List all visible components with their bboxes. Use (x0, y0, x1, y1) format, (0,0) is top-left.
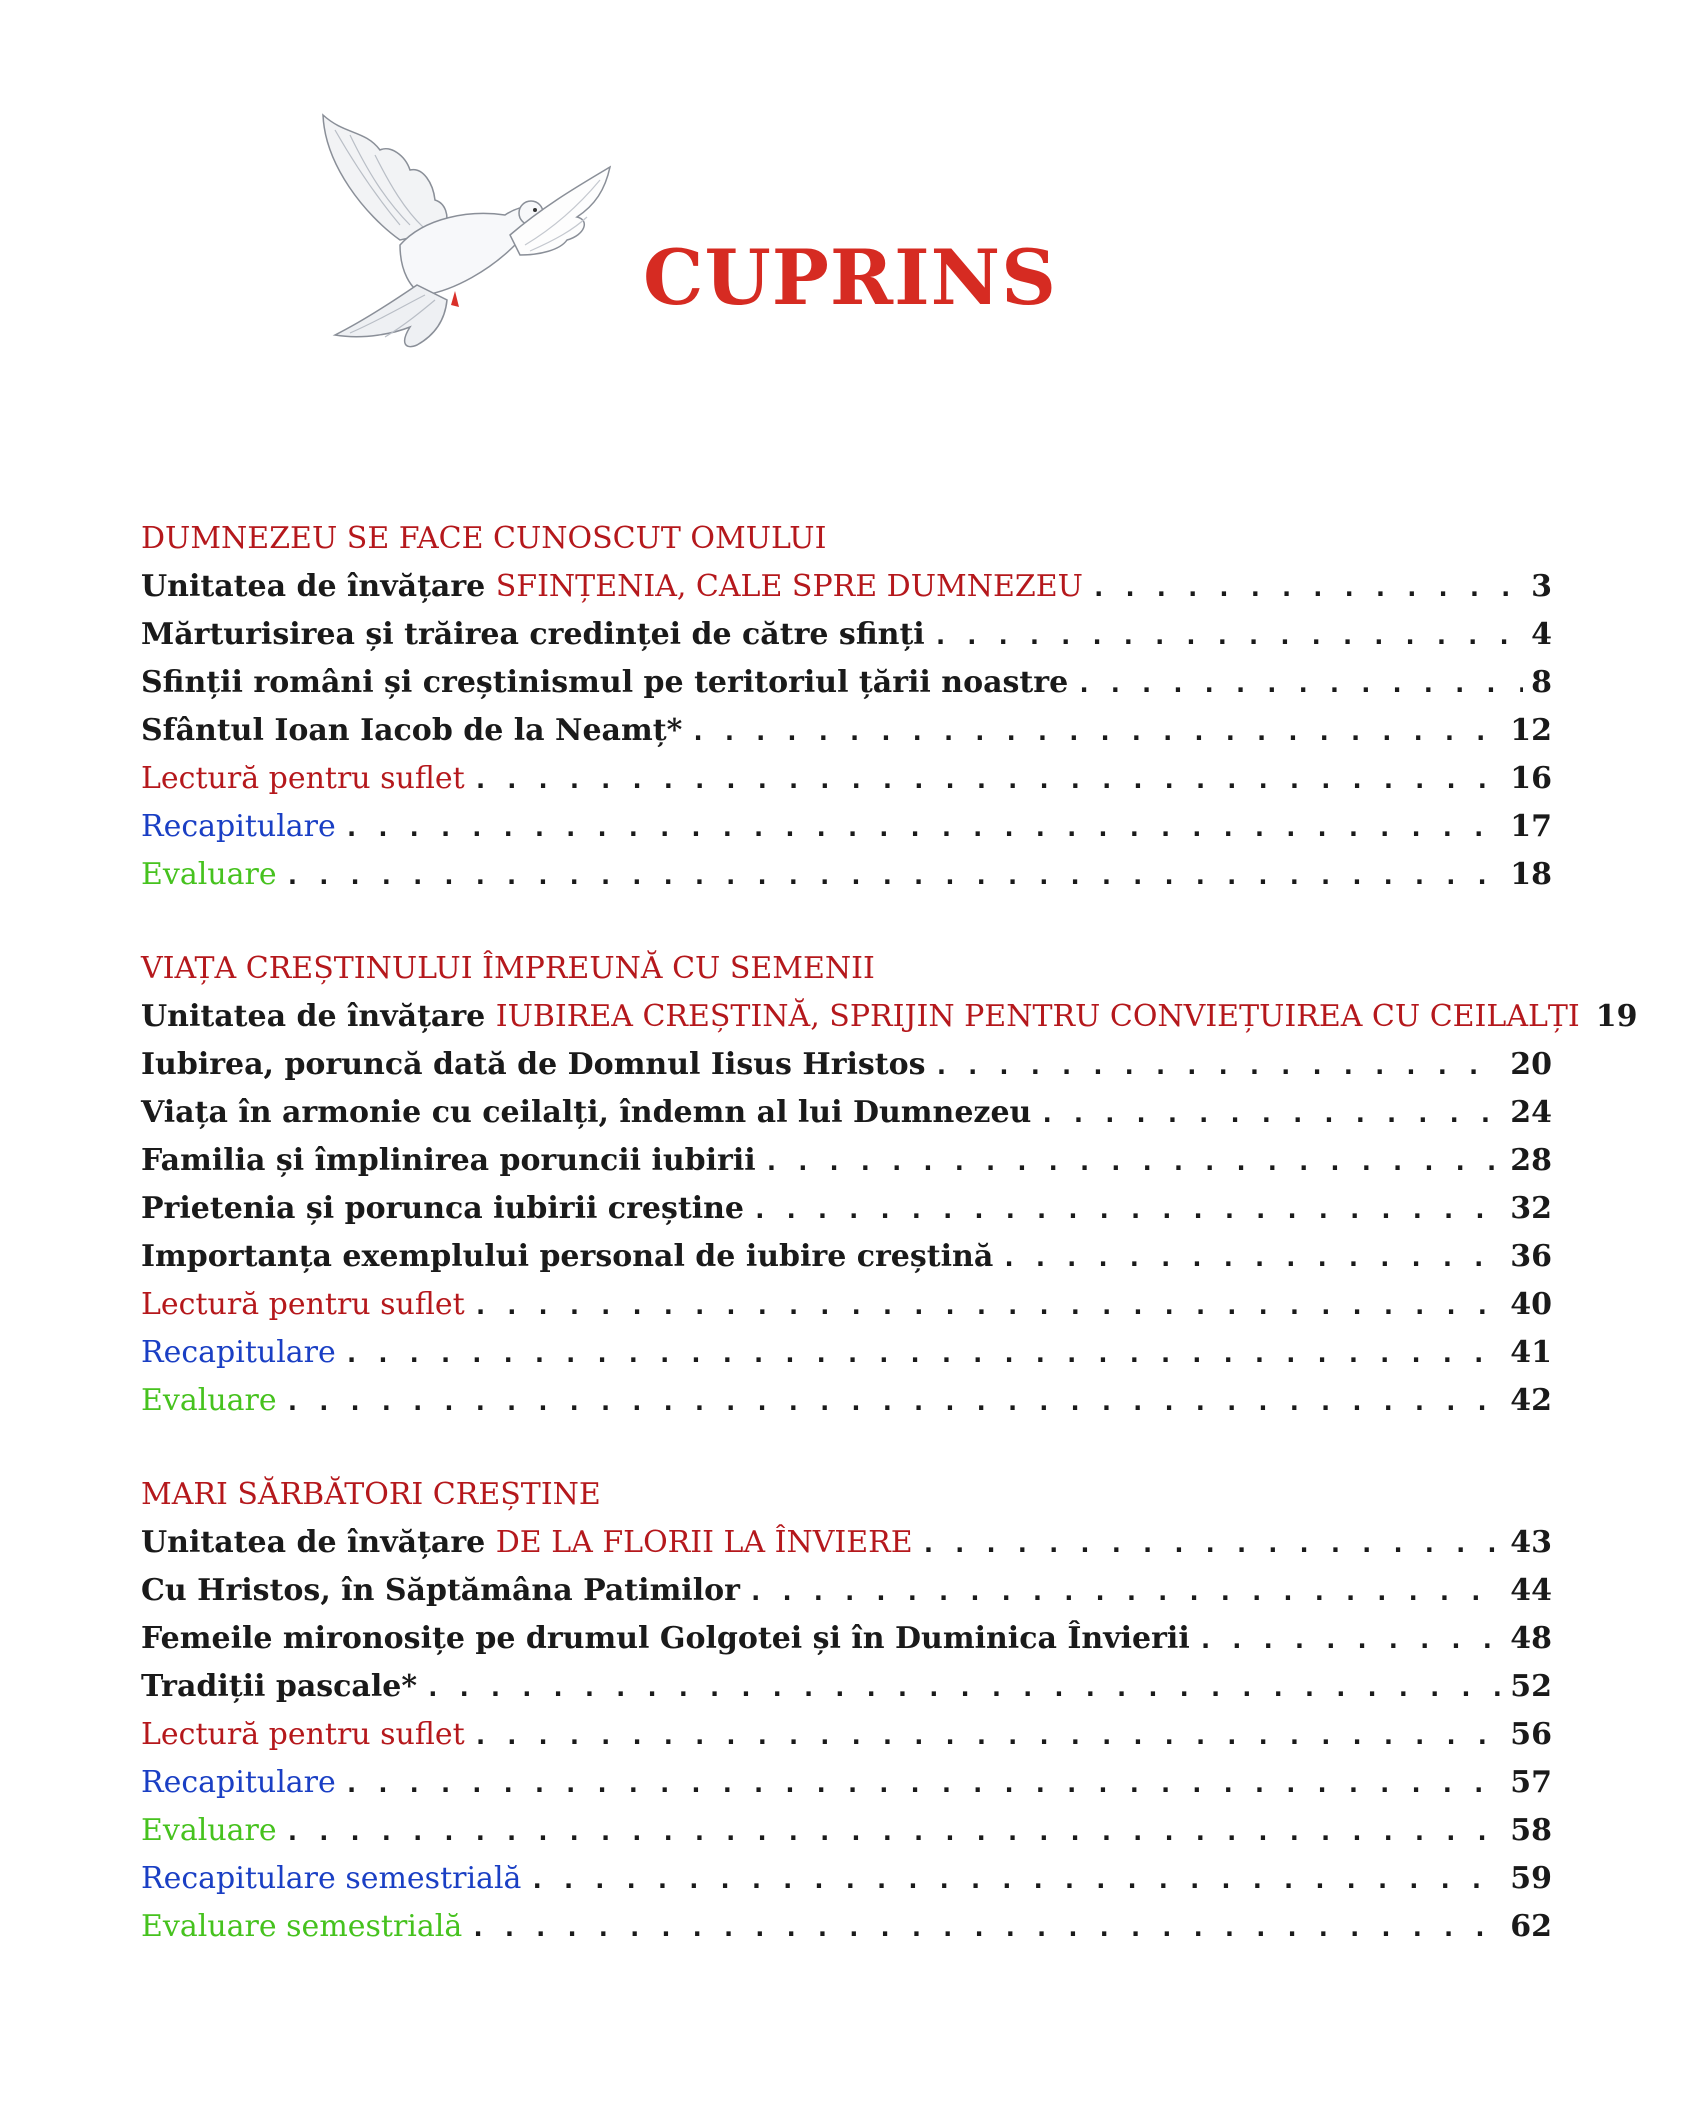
entry-label: Lectură pentru suflet (141, 1287, 465, 1322)
section-title: VIAȚA CREȘTINULUI ÎMPREUNĂ CU SEMENII (141, 951, 875, 986)
entry-label: Recapitulare (141, 809, 336, 844)
toc-entry[interactable] (141, 1137, 1552, 1185)
page-number: 58 (1510, 1813, 1552, 1848)
entry-label: Lectură pentru suflet (141, 1717, 465, 1752)
page-number: 8 (1531, 665, 1552, 700)
page-number: 57 (1510, 1765, 1552, 1800)
table-of-contents (141, 515, 1638, 1997)
dot-leader (473, 1282, 1503, 1330)
page-number: 48 (1510, 1621, 1552, 1656)
toc-entry[interactable] (141, 1233, 1552, 1281)
entry-label: Evaluare (141, 857, 277, 892)
page-number: 17 (1510, 809, 1552, 844)
dot-leader (748, 1568, 1502, 1616)
dot-leader (425, 1664, 1502, 1712)
entry-label: Sfinții români și creștinismul pe teritoriul țării noastre (141, 665, 1069, 700)
unit-title: DE LA FLORII LA ÎNVIERE (495, 1525, 913, 1560)
toc-entry[interactable] (141, 1759, 1552, 1807)
entry-label: Recapitulare (141, 1765, 336, 1800)
toc-entry[interactable] (141, 1903, 1552, 1951)
unit-title: IUBIREA CREȘTINĂ, SPRIJIN PENTRU CONVIEȚUIREA CU CEILALȚI (495, 999, 1580, 1034)
dot-leader (1076, 660, 1523, 708)
page-number: 62 (1510, 1909, 1552, 1944)
page-number: 40 (1510, 1287, 1552, 1322)
page-number: 44 (1510, 1573, 1552, 1608)
unit-prefix: Unitatea de învățare (141, 569, 496, 604)
dot-leader (690, 708, 1502, 756)
entry-label: Viața în armonie cu ceilalți, îndemn al lui Dumnezeu (141, 1095, 1032, 1130)
toc-entry[interactable] (141, 851, 1552, 899)
entry-label (141, 1519, 913, 1567)
entry-label (141, 563, 1083, 611)
toc-entry[interactable] (141, 803, 1552, 851)
entry-label: Prietenia și porunca iubirii creștine (141, 1191, 745, 1226)
dot-leader (1001, 1234, 1502, 1282)
toc-entry[interactable] (141, 1855, 1552, 1903)
section-title: DUMNEZEU SE FACE CUNOSCUT OMULUI (141, 521, 827, 556)
dot-leader (473, 756, 1503, 804)
entry-label: Mărturisirea și trăirea credinței de către sfinți (141, 617, 925, 652)
dot-leader (344, 804, 1502, 852)
toc-entry[interactable] (141, 1377, 1552, 1425)
toc-entry[interactable] (141, 1615, 1552, 1663)
entry-label: Cu Hristos, în Săptămâna Patimilor (141, 1573, 740, 1608)
entry-label: Iubirea, poruncă dată de Domnul Iisus Hristos (141, 1047, 926, 1082)
dot-leader (1091, 564, 1523, 612)
dot-leader (285, 1808, 1503, 1856)
page-number: 16 (1510, 761, 1552, 796)
unit-prefix: Unitatea de învățare (141, 999, 496, 1034)
toc-entry[interactable] (141, 1329, 1552, 1377)
toc-entry[interactable] (141, 1807, 1552, 1855)
dot-leader (473, 1712, 1503, 1760)
entry-label: Recapitulare (141, 1335, 336, 1370)
dot-leader (344, 1760, 1502, 1808)
entry-label: Importanța exemplului personal de iubire creștină (141, 1239, 994, 1274)
page-number: 3 (1531, 569, 1552, 604)
entry-label (141, 993, 1580, 1041)
page-number: 32 (1510, 1191, 1552, 1226)
page-number: 20 (1510, 1047, 1552, 1082)
dot-leader (285, 852, 1503, 900)
dot-leader (285, 1378, 1503, 1426)
page-number: 41 (1510, 1335, 1552, 1370)
dot-leader (921, 1520, 1503, 1568)
toc-entry[interactable] (141, 707, 1552, 755)
dot-leader (934, 1042, 1503, 1090)
page-number: 43 (1510, 1525, 1552, 1560)
entry-label: Recapitulare semestrială (141, 1861, 522, 1896)
toc-entry[interactable] (141, 1089, 1552, 1137)
toc-entry[interactable] (141, 1567, 1552, 1615)
toc-entry[interactable] (141, 1663, 1552, 1711)
dot-leader (344, 1330, 1502, 1378)
page-number: 56 (1510, 1717, 1552, 1752)
page-number: 12 (1510, 713, 1552, 748)
page-number: 36 (1510, 1239, 1552, 1274)
page-number: 52 (1510, 1669, 1552, 1704)
unit-title: SFINȚENIA, CALE SPRE DUMNEZEU (495, 569, 1083, 604)
entry-label: Sfântul Ioan Iacob de la Neamț* (141, 713, 683, 748)
page-number: 18 (1510, 857, 1552, 892)
unit-prefix: Unitatea de învățare (141, 1525, 496, 1560)
dot-leader (1198, 1616, 1503, 1664)
entry-label: Evaluare (141, 1383, 277, 1418)
toc-entry[interactable] (141, 563, 1552, 611)
entry-label: Familia și împlinirea poruncii iubirii (141, 1143, 756, 1178)
toc-section (141, 945, 1638, 1425)
toc-entry[interactable] (141, 1185, 1552, 1233)
entry-label: Femeile mironosițe pe drumul Golgotei și în Duminica Învierii (141, 1621, 1190, 1656)
toc-section (141, 1471, 1552, 1951)
dot-leader (764, 1138, 1503, 1186)
dot-leader (1039, 1090, 1502, 1138)
page-number: 4 (1531, 617, 1552, 652)
entry-label: Evaluare (141, 1813, 277, 1848)
page-title: CUPRINS (643, 233, 1057, 322)
toc-entry[interactable] (141, 1711, 1552, 1759)
toc-entry[interactable] (141, 1519, 1552, 1567)
page-number: 42 (1510, 1383, 1552, 1418)
dot-leader (529, 1856, 1502, 1904)
dot-leader (752, 1186, 1502, 1234)
page-number: 59 (1510, 1861, 1552, 1896)
toc-entry[interactable] (141, 993, 1638, 1041)
toc-entry[interactable] (141, 611, 1552, 659)
toc-entry[interactable] (141, 1281, 1552, 1329)
entry-label: Tradiții pascale* (141, 1669, 418, 1704)
toc-entry[interactable] (141, 1041, 1552, 1089)
toc-entry[interactable] (141, 659, 1552, 707)
page-number: 19 (1595, 999, 1638, 1034)
entry-label: Evaluare semestrială (141, 1909, 463, 1944)
dot-leader (933, 612, 1523, 660)
toc-section (141, 515, 1552, 899)
page-number: 28 (1510, 1143, 1552, 1178)
section-title: MARI SĂRBĂTORI CREȘTINE (141, 1477, 601, 1512)
dove-illustration (305, 105, 625, 355)
entry-label: Lectură pentru suflet (141, 761, 465, 796)
toc-entry[interactable] (141, 755, 1552, 803)
page-number: 24 (1510, 1095, 1552, 1130)
dot-leader (470, 1904, 1502, 1952)
